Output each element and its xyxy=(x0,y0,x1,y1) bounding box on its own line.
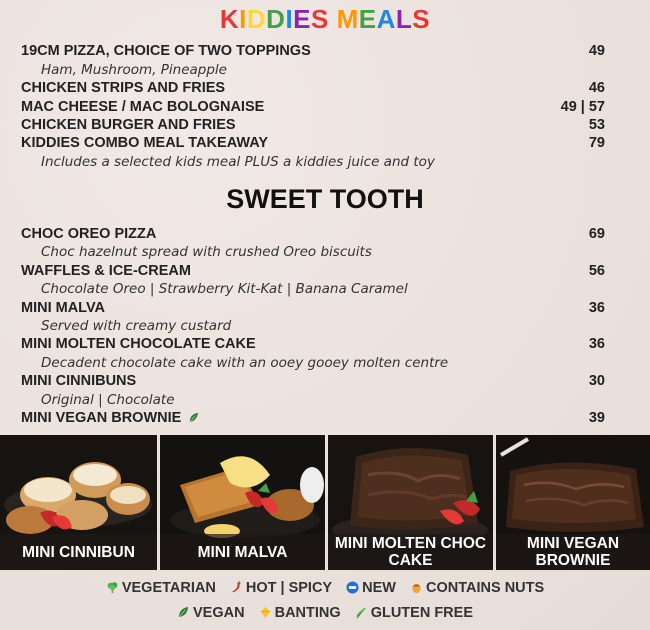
item-name: CHOC OREO PIZZA xyxy=(21,226,157,242)
item-price: 36 xyxy=(588,336,605,352)
menu-item xyxy=(21,263,621,282)
item-price: 69 xyxy=(588,226,605,242)
item-name: MINI MALVA xyxy=(21,300,106,316)
title-letter: A xyxy=(376,4,396,34)
legend-new xyxy=(346,580,396,596)
menu-item xyxy=(21,135,621,154)
legend-label: BANTING xyxy=(274,605,341,621)
item-price: 39 xyxy=(588,410,605,426)
item-price: 49 xyxy=(588,43,605,59)
photo-label: MINI CINNIBUN xyxy=(0,534,157,570)
item-price: 56 xyxy=(588,263,605,279)
item-name: MAC CHEESE / MAC BOLOGNAISE xyxy=(21,99,265,115)
dessert-photo-strip xyxy=(0,435,650,570)
item-price: 36 xyxy=(588,300,605,316)
menu-item xyxy=(21,80,621,99)
item-name xyxy=(21,410,199,426)
legend-label: CONTAINS NUTS xyxy=(426,580,545,596)
item-price: 53 xyxy=(588,117,605,133)
kiddies-meals-title xyxy=(0,4,650,35)
item-description: Original | Chocolate xyxy=(41,392,175,408)
vegan-leaf-icon xyxy=(177,606,190,619)
menu-item xyxy=(21,226,621,245)
item-description: Chocolate Oreo | Strawberry Kit-Kat | Banana Caramel xyxy=(41,281,408,297)
new-badge-icon xyxy=(346,581,359,594)
menu-item xyxy=(21,336,621,355)
legend-label: NEW xyxy=(362,580,396,596)
title-letter: E xyxy=(358,4,377,34)
item-price: 46 xyxy=(588,80,605,96)
item-description: Includes a selected kids meal PLUS a kiddies juice and toy xyxy=(41,154,435,170)
legend-vegetarian xyxy=(106,580,216,596)
photo-label: MINI VEGAN BROWNIE xyxy=(496,534,650,570)
legend-banting xyxy=(259,605,341,621)
legend-row-2 xyxy=(0,605,650,621)
title-letter: D xyxy=(246,4,267,34)
legend-label: VEGAN xyxy=(192,605,245,621)
title-letter: I xyxy=(285,4,294,34)
title-letter xyxy=(329,4,337,35)
legend-label: VEGETARIAN xyxy=(121,580,216,596)
title-letter: E xyxy=(293,4,312,34)
menu-item xyxy=(21,43,621,62)
item-name: 19CM PIZZA, CHOICE OF TWO TOPPINGS xyxy=(21,43,311,59)
nut-icon xyxy=(410,581,423,594)
legend-vegan xyxy=(177,605,245,621)
chilli-icon xyxy=(230,581,243,594)
item-name: MINI CINNIBUNS xyxy=(21,373,137,389)
item-description: Ham, Mushroom, Pineapple xyxy=(41,62,227,78)
photo-mini-malva xyxy=(160,435,325,570)
title-letter: L xyxy=(395,4,413,34)
legend-row-1 xyxy=(0,580,650,596)
legend-gluten-free xyxy=(355,605,473,621)
photo-label: MINI MALVA xyxy=(160,534,325,570)
title-letter: I xyxy=(239,4,247,34)
menu-item xyxy=(21,117,621,136)
legend-contains-nuts xyxy=(410,580,544,596)
item-price: 79 xyxy=(588,135,605,151)
item-price: 30 xyxy=(588,373,605,389)
photo-mini-cinnibun xyxy=(0,435,157,570)
photo-mini-vegan-brownie xyxy=(496,435,650,570)
item-name: CHICKEN STRIPS AND FRIES xyxy=(21,80,226,96)
title-letter: M xyxy=(336,4,359,34)
photo-label: MINI MOLTEN CHOC CAKE xyxy=(328,534,493,570)
item-description: Served with creamy custard xyxy=(41,318,232,334)
item-name-text: MINI VEGAN BROWNIE xyxy=(21,410,182,426)
broccoli-icon xyxy=(106,581,119,594)
menu-item xyxy=(21,410,621,429)
item-name: KIDDIES COMBO MEAL TAKEAWAY xyxy=(21,135,269,151)
title-letter: K xyxy=(219,4,240,34)
item-name: MINI MOLTEN CHOCOLATE CAKE xyxy=(21,336,256,352)
title-letter: S xyxy=(412,4,431,34)
item-name: CHICKEN BURGER AND FRIES xyxy=(21,117,236,133)
item-description: Decadent chocolate cake with an ooey gooey molten centre xyxy=(41,355,449,371)
menu-item xyxy=(21,300,621,319)
wheat-icon xyxy=(355,606,368,619)
item-price: 49 | 57 xyxy=(560,99,605,115)
title-letter: S xyxy=(311,4,329,34)
title-letter: D xyxy=(266,4,286,34)
sweet-tooth-title: SWEET TOOTH xyxy=(226,184,424,214)
item-description: Choc hazelnut spread with crushed Oreo biscuits xyxy=(41,244,372,260)
banting-icon xyxy=(259,606,272,619)
vegan-leaf-icon xyxy=(188,412,199,423)
legend-label: HOT | SPICY xyxy=(245,580,333,596)
legend-label: GLUTEN FREE xyxy=(370,605,473,621)
menu-item xyxy=(21,99,621,118)
item-name: WAFFLES & ICE-CREAM xyxy=(21,263,191,279)
photo-mini-molten-choc-cake xyxy=(328,435,493,570)
menu-item xyxy=(21,373,621,392)
legend-hot-spicy xyxy=(230,580,332,596)
